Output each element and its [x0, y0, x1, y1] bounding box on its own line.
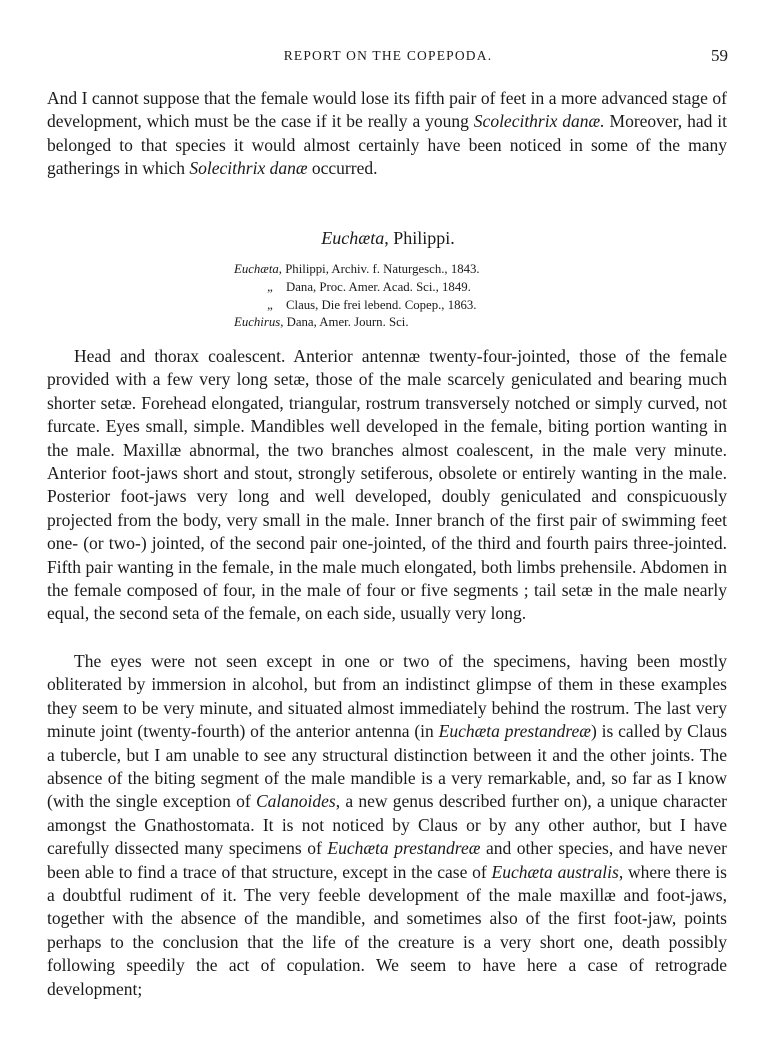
genus-heading [0, 228, 776, 249]
intro-paragraph [47, 87, 727, 181]
ditto-mark: „ [267, 297, 273, 312]
synonym-reference: Claus, Die frei lebend. Copep., 1863. [286, 297, 477, 312]
synonym-reference: Dana, Proc. Amer. Acad. Sci., 1849. [286, 279, 471, 294]
synonym-reference: , Philippi, Archiv. f. Naturgesch., 1843. [278, 262, 480, 276]
synonymy-entry [234, 279, 594, 297]
remarks-text: The eyes were not seen except in one or two of the specimens, having been mostly obliterated by immersion in alcohol, but from an indistinct glimpse of them in these examples they seem to be very minute, and situated almost immediately behind the rostrum. The last very minute joint (twenty-fourth) of the anterior antenna (in [47, 651, 727, 742]
intro-taxon: Scolecithrix danæ. [473, 111, 605, 132]
intro-text: occurred. [307, 158, 378, 179]
remarks-taxon: Euchæta prestandreæ [438, 721, 591, 742]
synonymy-entry [234, 314, 594, 332]
remarks-taxon: Euchæta australis [491, 861, 619, 882]
remarks-text: , where there is a doubtful rudiment of it. The very feeble development of the male maxillæ and foot-jaws, together with the absence of the mandible, and sometimes also of the first foot-jaw, points perhaps to the conclusion that the life of the creature is a very short one, death possibly following speedily the act of copulation. We seem to have here a case of retrograde development; [47, 861, 727, 999]
remarks-text: and other species, and have never been able to find a trace of that structure, except in the case of [47, 838, 727, 882]
running-header [0, 46, 776, 66]
intro-text: And I cannot suppose that the female would lose its fifth pair of feet in a more advanced stage of development, which must be the case if it be really a young [47, 88, 727, 132]
ditto-mark: „ [267, 279, 273, 294]
genus-name: Euchæta [321, 228, 385, 248]
running-title: REPORT ON THE COPEPODA. [283, 48, 493, 63]
remarks-text: ) is called by Claus a tubercle, but I am unable to see any structural distinction between it and the other joints. The absence of the biting segment of the male mandible is a very remarkable, and, so far as I know (with the single exception of [47, 721, 728, 812]
remarks-paragraph [47, 650, 727, 1001]
intro-taxon: Solecithrix danæ [189, 158, 308, 179]
remarks-taxon: Euchæta prestandreæ [327, 838, 481, 859]
genus-author: , Philippi. [384, 228, 455, 248]
synonym-genus: Euchæta [234, 262, 279, 276]
synonymy-entry [234, 297, 594, 315]
page-number: 59 [711, 46, 728, 65]
description-text: Head and thorax coalescent. Anterior antennæ twenty-four-jointed, those of the female provided with a few very long setæ, those of the male scarcely geniculated and bearing much shorter setæ. Forehead elongated, triangular, rostrum transversely notched or simply curved, not furcate. Eyes small, simple. Mandibles well developed in the female, biting portion wanting in the male. Maxillæ abnormal, the two branches almost coalescent, in the male very minute. Anterior foot-jaws short and stout, strongly setiferous, obsolete or entirely wanting in the male. Posterior foot-jaws very long and well developed, doubly geniculated and conspicuously projected from the body, very small in the male. Inner branch of the first pair of swimming feet one- (or two-) jointed, of the second pair one-jointed, of the third and fourth pairs three-jointed. Fifth pair wanting in the female, in the male much elongated, both limbs prehensile. Abdomen in the female composed of four, in the male of four or five segments ; tail setæ in the male nearly equal, the second seta of the female, on each side, usually very long. [47, 346, 727, 624]
intro-text: Moreover, had it belonged to that species it would almost certainly have been noticed in some of the many gatherings in which [47, 111, 727, 179]
description-paragraph [47, 345, 727, 626]
synonym-reference: , Dana, Amer. Journ. Sci. [280, 315, 409, 330]
remarks-taxon: Calanoides [256, 791, 336, 812]
synonymy-entry [234, 261, 594, 279]
remarks-text: , a new genus described further on), a unique character amongst the Gnathostomata. It is not noticed by Claus or by any other author, but I have carefully dissected many specimens of [47, 791, 727, 859]
synonym-genus: Euchirus [234, 315, 281, 330]
synonymy-list [234, 261, 594, 332]
